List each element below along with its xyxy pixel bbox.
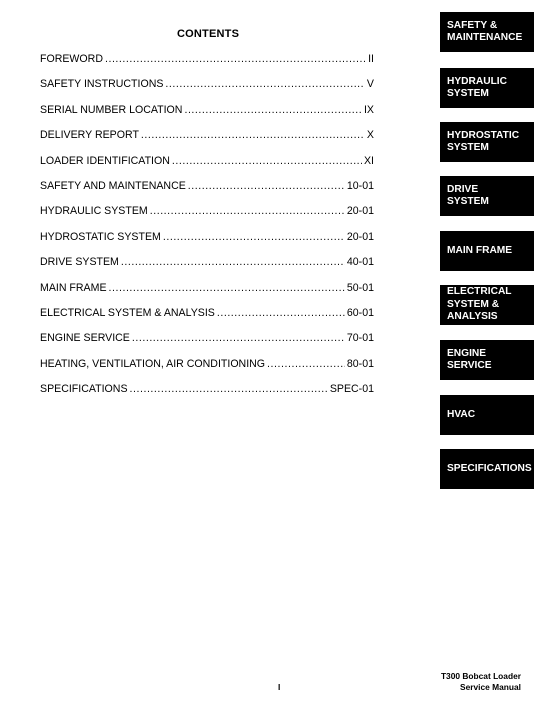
footer-line-manual: Service Manual — [460, 682, 521, 692]
toc-entry-delivery-report[interactable] — [40, 129, 374, 154]
toc-dot-leader — [267, 358, 345, 370]
toc-entry-page: 20-01 — [346, 205, 374, 218]
tab-label: SAFETY & MAINTENANCE — [447, 19, 523, 43]
toc-entry-page: XI — [363, 154, 374, 167]
tab-drive-system[interactable] — [440, 176, 534, 216]
toc-entry-title: ELECTRICAL SYSTEM & ANALYSIS — [40, 306, 215, 319]
toc-entry-drive-system[interactable] — [40, 256, 374, 281]
toc-entry-page: 60-01 — [346, 306, 374, 319]
toc-entry-hydrostatic-system[interactable] — [40, 231, 374, 256]
toc-entry-title: SPECIFICATIONS — [40, 383, 128, 396]
toc-entry-page: 40-01 — [346, 256, 374, 269]
tab-main-frame[interactable] — [440, 231, 534, 271]
toc-entry-page: 70-01 — [346, 332, 374, 345]
tab-engine-service[interactable] — [440, 340, 534, 380]
toc-entry-main-frame[interactable] — [40, 282, 374, 307]
tab-label: DRIVE SYSTEM — [447, 183, 489, 207]
table-of-contents — [40, 53, 374, 408]
tab-label: HYDRAULIC SYSTEM — [447, 75, 507, 99]
toc-dot-leader — [172, 155, 362, 167]
tab-electrical-system-analysis[interactable] — [440, 285, 534, 325]
tab-hvac[interactable] — [440, 395, 534, 435]
toc-entry-title: DELIVERY REPORT — [40, 129, 139, 142]
toc-dot-leader — [217, 307, 345, 319]
toc-dot-leader — [121, 256, 345, 268]
toc-dot-leader — [184, 104, 362, 116]
toc-dot-leader — [105, 53, 366, 65]
toc-entry-electrical-system-analysis[interactable] — [40, 307, 374, 332]
toc-entry-engine-service[interactable] — [40, 332, 374, 357]
toc-entry-title: FOREWORD — [40, 53, 103, 65]
toc-entry-page: 20-01 — [346, 230, 374, 243]
toc-entry-page: X — [366, 129, 374, 142]
toc-entry-hvac[interactable] — [40, 358, 374, 383]
tab-safety-maintenance[interactable] — [440, 12, 534, 52]
toc-dot-leader — [130, 383, 328, 395]
toc-entry-page: IX — [363, 103, 374, 116]
tab-hydraulic-system[interactable] — [440, 68, 534, 108]
toc-entry-page: 50-01 — [346, 281, 374, 294]
footer-line-model: T300 Bobcat Loader — [440, 671, 521, 681]
tab-label: SPECIFICATIONS — [447, 462, 532, 474]
toc-entry-title: ENGINE SERVICE — [40, 332, 130, 345]
toc-entry-title: LOADER IDENTIFICATION — [40, 154, 170, 167]
toc-dot-leader — [150, 205, 345, 217]
toc-entry-safety-and-maintenance[interactable] — [40, 180, 374, 205]
toc-dot-leader — [163, 231, 345, 243]
toc-dot-leader — [188, 180, 345, 192]
tab-specifications[interactable] — [440, 449, 534, 489]
toc-entry-title: SAFETY INSTRUCTIONS — [40, 78, 164, 91]
toc-dot-leader — [141, 129, 365, 141]
footer-manual-title — [441, 671, 521, 693]
toc-entry-specifications[interactable] — [40, 383, 374, 408]
toc-entry-title: HYDROSTATIC SYSTEM — [40, 230, 161, 243]
toc-entry-title: DRIVE SYSTEM — [40, 256, 119, 269]
tab-label: HYDROSTATIC SYSTEM — [447, 129, 520, 153]
toc-entry-hydraulic-system[interactable] — [40, 205, 374, 230]
toc-entry-foreword[interactable] — [40, 53, 374, 78]
tab-label: MAIN FRAME — [447, 244, 513, 256]
toc-entry-safety-instructions[interactable] — [40, 78, 374, 103]
toc-entry-title: HEATING, VENTILATION, AIR CONDITIONING — [40, 357, 266, 370]
tab-label: ELECTRICAL SYSTEM & ANALYSIS — [447, 286, 512, 323]
toc-dot-leader — [132, 332, 345, 344]
toc-entry-page: 80-01 — [346, 357, 374, 370]
page-number: I — [278, 682, 281, 692]
toc-entry-page: SPEC-01 — [329, 383, 374, 396]
toc-entry-title: SAFETY AND MAINTENANCE — [40, 179, 186, 192]
toc-entry-loader-identification[interactable] — [40, 155, 374, 180]
toc-entry-title: SERIAL NUMBER LOCATION — [40, 103, 183, 116]
toc-dot-leader — [165, 78, 365, 90]
toc-entry-page: II — [368, 53, 374, 65]
tab-hydrostatic-system[interactable] — [440, 122, 534, 162]
tab-label: HVAC — [447, 408, 476, 420]
toc-entry-page: 10-01 — [346, 179, 374, 192]
toc-dot-leader — [109, 282, 345, 294]
toc-entry-title: HYDRAULIC SYSTEM — [40, 205, 148, 218]
toc-entry-title: MAIN FRAME — [40, 281, 107, 294]
toc-entry-serial-number-location[interactable] — [40, 104, 374, 129]
toc-entry-page: V — [366, 78, 374, 91]
tab-label: ENGINE SERVICE — [447, 347, 492, 371]
page-title: CONTENTS — [177, 28, 240, 40]
